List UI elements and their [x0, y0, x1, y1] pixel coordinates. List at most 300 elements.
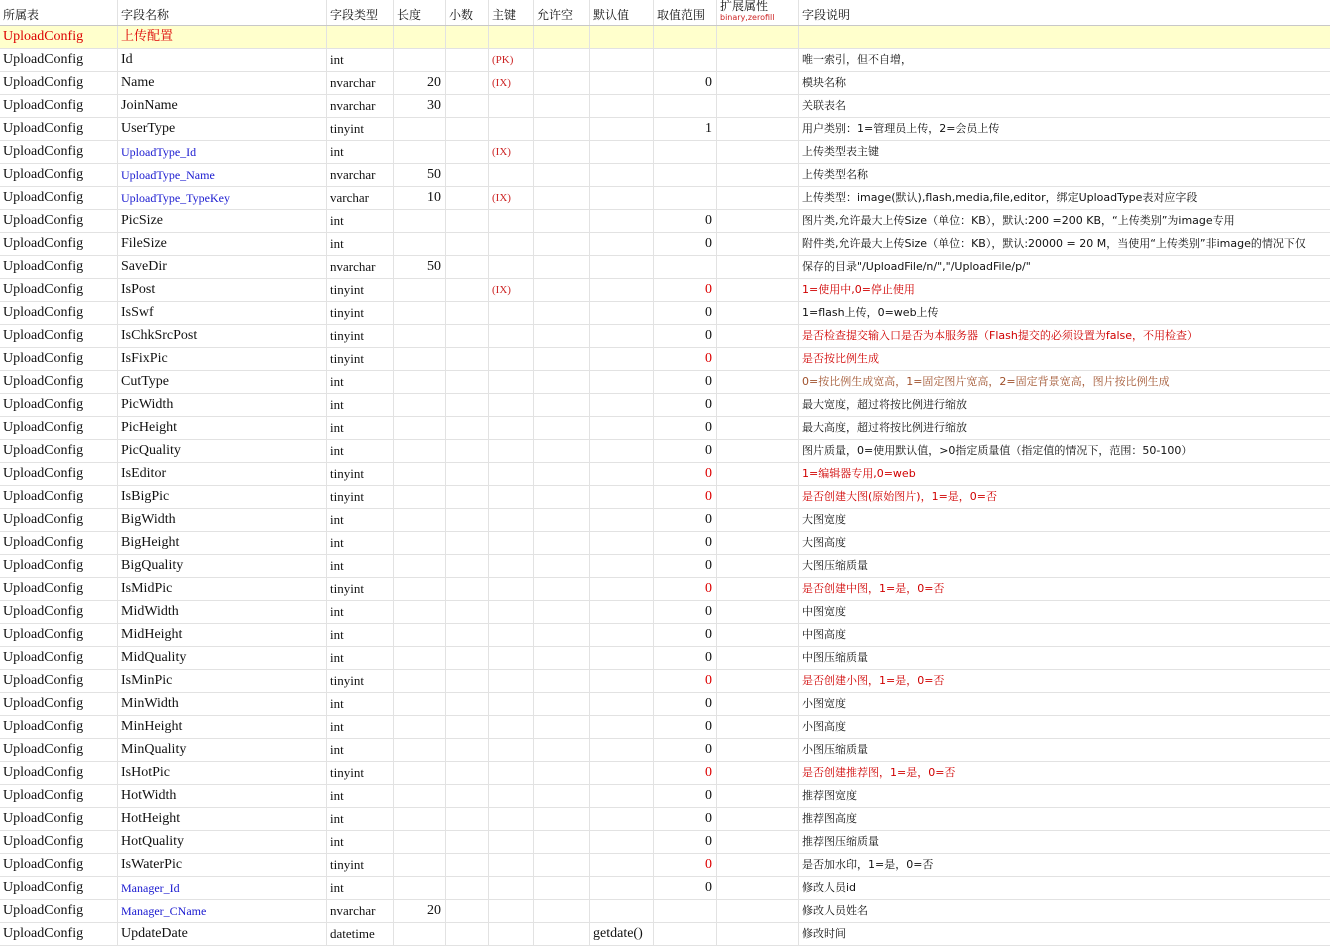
- cell-decimal[interactable]: [446, 417, 489, 439]
- cell-table[interactable]: UploadConfig: [0, 624, 118, 646]
- cell-description[interactable]: 1=编辑器专用,0=web: [802, 467, 916, 480]
- cell-primary-key[interactable]: [489, 302, 534, 324]
- cell-extended[interactable]: [717, 785, 799, 807]
- cell-primary-key[interactable]: [489, 693, 534, 715]
- cell-length[interactable]: [394, 118, 446, 140]
- cell-default-value[interactable]: [590, 371, 654, 393]
- cell-field-name[interactable]: BigWidth: [118, 509, 327, 531]
- cell-extended[interactable]: [717, 900, 799, 922]
- header-field-type[interactable]: 字段类型: [327, 0, 394, 25]
- cell-field-name[interactable]: IsMidPic: [118, 578, 327, 600]
- cell-length[interactable]: [394, 141, 446, 163]
- cell-table[interactable]: UploadConfig: [0, 210, 118, 232]
- cell-length[interactable]: [394, 371, 446, 393]
- cell-value-range[interactable]: 0: [654, 325, 717, 347]
- cell-table[interactable]: UploadConfig: [0, 900, 118, 922]
- cell-default-value[interactable]: [590, 302, 654, 324]
- cell-nullable[interactable]: [534, 716, 590, 738]
- cell-nullable[interactable]: [534, 762, 590, 784]
- cell-field-name[interactable]: IsSwf: [118, 302, 327, 324]
- cell-nullable[interactable]: [534, 210, 590, 232]
- cell-extended[interactable]: [717, 440, 799, 462]
- cell-field-name[interactable]: UploadType_Name: [118, 164, 327, 186]
- cell-nullable[interactable]: [534, 486, 590, 508]
- cell-decimal[interactable]: [446, 739, 489, 761]
- cell-field-type[interactable]: int: [327, 647, 394, 669]
- cell-value-range[interactable]: 0: [654, 808, 717, 830]
- cell-default-value[interactable]: getdate(): [590, 923, 654, 945]
- cell-value-range[interactable]: [654, 900, 717, 922]
- cell-field-type[interactable]: int: [327, 785, 394, 807]
- cell-description[interactable]: 小图宽度: [802, 697, 846, 710]
- cell-primary-key[interactable]: [489, 371, 534, 393]
- cell-table[interactable]: UploadConfig: [0, 256, 118, 278]
- cell-primary-key[interactable]: [489, 601, 534, 623]
- cell-extended[interactable]: [717, 693, 799, 715]
- cell-primary-key[interactable]: [489, 509, 534, 531]
- cell-value-range[interactable]: [654, 256, 717, 278]
- cell-default-value[interactable]: [590, 394, 654, 416]
- cell-nullable[interactable]: [534, 923, 590, 945]
- cell-field-type[interactable]: int: [327, 371, 394, 393]
- cell-primary-key[interactable]: [489, 831, 534, 853]
- cell-nullable[interactable]: [534, 233, 590, 255]
- cell-default-value[interactable]: [590, 325, 654, 347]
- header-nullable[interactable]: 允许空: [534, 0, 590, 25]
- cell-table[interactable]: UploadConfig: [0, 164, 118, 186]
- cell-value-range[interactable]: 0: [654, 877, 717, 899]
- cell-nullable[interactable]: [534, 164, 590, 186]
- cell-extended[interactable]: [717, 325, 799, 347]
- cell-default-value[interactable]: [590, 95, 654, 117]
- cell-primary-key[interactable]: [489, 854, 534, 876]
- cell-field-type[interactable]: tinyint: [327, 118, 394, 140]
- cell-primary-key[interactable]: [489, 578, 534, 600]
- cell-extended[interactable]: [717, 762, 799, 784]
- cell-field-name[interactable]: IsHotPic: [118, 762, 327, 784]
- cell-length[interactable]: 30: [394, 95, 446, 117]
- cell-length[interactable]: [394, 210, 446, 232]
- cell-table[interactable]: UploadConfig: [0, 877, 118, 899]
- cell-field-type[interactable]: datetime: [327, 923, 394, 945]
- cell-field-name[interactable]: MidHeight: [118, 624, 327, 646]
- cell-field-name[interactable]: MinHeight: [118, 716, 327, 738]
- cell-decimal[interactable]: [446, 141, 489, 163]
- cell-table[interactable]: UploadConfig: [0, 808, 118, 830]
- cell-decimal[interactable]: [446, 601, 489, 623]
- cell-description[interactable]: 修改人员姓名: [802, 904, 868, 917]
- cell-description[interactable]: 最大宽度，超过将按比例进行缩放: [802, 398, 967, 411]
- cell-field-type[interactable]: nvarchar: [327, 900, 394, 922]
- header-table[interactable]: 所属表: [0, 0, 118, 25]
- cell-description[interactable]: 修改人员id: [802, 881, 857, 894]
- cell-field-type[interactable]: varchar: [327, 187, 394, 209]
- cell-primary-key[interactable]: [489, 463, 534, 485]
- cell-table[interactable]: UploadConfig: [0, 394, 118, 416]
- cell-field-type[interactable]: int: [327, 555, 394, 577]
- cell-extended[interactable]: [717, 877, 799, 899]
- cell-field-name[interactable]: MidQuality: [118, 647, 327, 669]
- header-primary-key[interactable]: 主键: [489, 0, 534, 25]
- cell-decimal[interactable]: [446, 49, 489, 71]
- cell-field-type[interactable]: int: [327, 210, 394, 232]
- cell-decimal[interactable]: [446, 302, 489, 324]
- cell-default-value[interactable]: [590, 670, 654, 692]
- cell-field-type[interactable]: int: [327, 509, 394, 531]
- cell-field-name[interactable]: IsChkSrcPost: [118, 325, 327, 347]
- cell-decimal[interactable]: [446, 72, 489, 94]
- cell-primary-key[interactable]: [489, 647, 534, 669]
- cell-description[interactable]: 图片类,允许最大上传Size（单位：KB），默认:200 =200 KB，“上传类别”为image专用: [802, 214, 1235, 227]
- cell-field-name[interactable]: SaveDir: [118, 256, 327, 278]
- cell-length[interactable]: [394, 670, 446, 692]
- cell-nullable[interactable]: [534, 394, 590, 416]
- cell-field-type[interactable]: tinyint: [327, 670, 394, 692]
- cell-nullable[interactable]: [534, 118, 590, 140]
- cell-primary-key[interactable]: [489, 486, 534, 508]
- cell-decimal[interactable]: [446, 371, 489, 393]
- cell-default-value[interactable]: [590, 509, 654, 531]
- cell-length[interactable]: 20: [394, 72, 446, 94]
- cell-extended[interactable]: [717, 394, 799, 416]
- cell-primary-key[interactable]: [489, 670, 534, 692]
- cell-extended[interactable]: [717, 670, 799, 692]
- cell-field-type[interactable]: int: [327, 141, 394, 163]
- cell-nullable[interactable]: [534, 49, 590, 71]
- cell-default-value[interactable]: [590, 762, 654, 784]
- cell-field-type[interactable]: int: [327, 877, 394, 899]
- cell-nullable[interactable]: [534, 279, 590, 301]
- table-caption-cell[interactable]: 上传配置: [118, 26, 327, 48]
- cell-extended[interactable]: [717, 578, 799, 600]
- cell-field-type[interactable]: int: [327, 693, 394, 715]
- cell-nullable[interactable]: [534, 693, 590, 715]
- cell-value-range[interactable]: 0: [654, 233, 717, 255]
- cell-length[interactable]: [394, 716, 446, 738]
- cell-decimal[interactable]: [446, 532, 489, 554]
- cell-description[interactable]: 是否创建中图，1=是，0=否: [802, 582, 945, 595]
- cell-primary-key[interactable]: [489, 95, 534, 117]
- cell-primary-key[interactable]: (IX): [489, 279, 534, 301]
- cell-default-value[interactable]: [590, 532, 654, 554]
- cell-value-range[interactable]: 0: [654, 509, 717, 531]
- cell-nullable[interactable]: [534, 877, 590, 899]
- cell-length[interactable]: [394, 49, 446, 71]
- cell-primary-key[interactable]: [489, 233, 534, 255]
- cell-length[interactable]: [394, 348, 446, 370]
- cell-field-name[interactable]: HotQuality: [118, 831, 327, 853]
- cell-default-value[interactable]: [590, 210, 654, 232]
- cell-table[interactable]: UploadConfig: [0, 716, 118, 738]
- cell-default-value[interactable]: [590, 72, 654, 94]
- cell-field-name[interactable]: IsBigPic: [118, 486, 327, 508]
- cell-description[interactable]: 模块名称: [802, 76, 846, 89]
- cell-description[interactable]: 是否加水印，1=是，0=否: [802, 858, 934, 871]
- cell-extended[interactable]: [717, 831, 799, 853]
- cell-decimal[interactable]: [446, 670, 489, 692]
- cell-default-value[interactable]: [590, 831, 654, 853]
- cell-length[interactable]: [394, 693, 446, 715]
- cell-description[interactable]: 附件类,允许最大上传Size（单位：KB），默认:20000 = 20 M，当使用“上传类别”非image的情况下仅: [802, 237, 1306, 250]
- cell-field-type[interactable]: nvarchar: [327, 164, 394, 186]
- cell-primary-key[interactable]: (IX): [489, 141, 534, 163]
- cell-field-type[interactable]: int: [327, 49, 394, 71]
- header-description[interactable]: 字段说明: [802, 8, 851, 22]
- cell-nullable[interactable]: [534, 831, 590, 853]
- cell-nullable[interactable]: [534, 601, 590, 623]
- cell-value-range[interactable]: 0: [654, 486, 717, 508]
- cell-description[interactable]: 大图宽度: [802, 513, 846, 526]
- cell-field-type[interactable]: tinyint: [327, 762, 394, 784]
- cell-extended[interactable]: [717, 72, 799, 94]
- cell-field-type[interactable]: int: [327, 716, 394, 738]
- cell-decimal[interactable]: [446, 877, 489, 899]
- cell-length[interactable]: [394, 923, 446, 945]
- cell-decimal[interactable]: [446, 394, 489, 416]
- cell-value-range[interactable]: [654, 141, 717, 163]
- cell-decimal[interactable]: [446, 486, 489, 508]
- cell-nullable[interactable]: [534, 647, 590, 669]
- cell-length[interactable]: [394, 647, 446, 669]
- cell-length[interactable]: [394, 394, 446, 416]
- cell-value-range[interactable]: 0: [654, 417, 717, 439]
- cell-table[interactable]: UploadConfig: [0, 670, 118, 692]
- cell-primary-key[interactable]: [489, 440, 534, 462]
- cell-field-name[interactable]: PicQuality: [118, 440, 327, 462]
- cell-field-name[interactable]: CutType: [118, 371, 327, 393]
- cell-extended[interactable]: [717, 95, 799, 117]
- cell-table[interactable]: UploadConfig: [0, 785, 118, 807]
- cell-table[interactable]: UploadConfig: [0, 762, 118, 784]
- cell-default-value[interactable]: [590, 417, 654, 439]
- cell-description[interactable]: 图片质量，0=使用默认值，>0指定质量值（指定值的情况下，范围：50-100）: [802, 444, 1193, 457]
- cell-default-value[interactable]: [590, 49, 654, 71]
- cell-extended[interactable]: [717, 210, 799, 232]
- cell-nullable[interactable]: [534, 463, 590, 485]
- cell-field-name[interactable]: IsMinPic: [118, 670, 327, 692]
- cell-field-type[interactable]: int: [327, 739, 394, 761]
- cell-field-name[interactable]: BigQuality: [118, 555, 327, 577]
- cell-extended[interactable]: [717, 187, 799, 209]
- cell-primary-key[interactable]: [489, 923, 534, 945]
- cell-value-range[interactable]: 0: [654, 854, 717, 876]
- cell-field-type[interactable]: int: [327, 808, 394, 830]
- cell-field-name[interactable]: FileSize: [118, 233, 327, 255]
- cell-table[interactable]: UploadConfig: [0, 417, 118, 439]
- cell-nullable[interactable]: [534, 371, 590, 393]
- cell-field-type[interactable]: tinyint: [327, 279, 394, 301]
- cell-decimal[interactable]: [446, 509, 489, 531]
- cell-table[interactable]: UploadConfig: [0, 95, 118, 117]
- cell-length[interactable]: [394, 601, 446, 623]
- cell-default-value[interactable]: [590, 624, 654, 646]
- cell-nullable[interactable]: [534, 509, 590, 531]
- cell-decimal[interactable]: [446, 693, 489, 715]
- cell-table[interactable]: UploadConfig: [0, 854, 118, 876]
- cell-table[interactable]: UploadConfig: [0, 141, 118, 163]
- cell-extended[interactable]: [717, 164, 799, 186]
- cell-field-type[interactable]: int: [327, 532, 394, 554]
- cell-value-range[interactable]: 0: [654, 279, 717, 301]
- cell-nullable[interactable]: [534, 854, 590, 876]
- cell-description[interactable]: 是否创建推荐图，1=是，0=否: [802, 766, 956, 779]
- cell-nullable[interactable]: [534, 325, 590, 347]
- cell-decimal[interactable]: [446, 555, 489, 577]
- cell-table[interactable]: UploadConfig: [0, 509, 118, 531]
- cell-primary-key[interactable]: [489, 164, 534, 186]
- cell-default-value[interactable]: [590, 693, 654, 715]
- cell-extended[interactable]: [717, 49, 799, 71]
- cell-nullable[interactable]: [534, 302, 590, 324]
- cell-field-name[interactable]: UploadType_Id: [118, 141, 327, 163]
- cell-extended[interactable]: [717, 532, 799, 554]
- cell-extended[interactable]: [717, 647, 799, 669]
- cell-field-type[interactable]: int: [327, 601, 394, 623]
- cell-field-name[interactable]: UpdateDate: [118, 923, 327, 945]
- cell-field-type[interactable]: tinyint: [327, 302, 394, 324]
- cell-extended[interactable]: [717, 601, 799, 623]
- cell-description[interactable]: 是否创建大图(原始图片)，1=是，0=否: [802, 490, 998, 503]
- cell-table[interactable]: UploadConfig: [0, 348, 118, 370]
- cell-table[interactable]: UploadConfig: [0, 486, 118, 508]
- cell-table[interactable]: UploadConfig: [0, 49, 118, 71]
- cell-default-value[interactable]: [590, 785, 654, 807]
- cell-decimal[interactable]: [446, 463, 489, 485]
- cell-field-name[interactable]: MinQuality: [118, 739, 327, 761]
- cell-field-name[interactable]: PicSize: [118, 210, 327, 232]
- cell-value-range[interactable]: [654, 49, 717, 71]
- cell-field-type[interactable]: nvarchar: [327, 95, 394, 117]
- cell-primary-key[interactable]: [489, 118, 534, 140]
- cell-default-value[interactable]: [590, 716, 654, 738]
- cell-field-name[interactable]: UserType: [118, 118, 327, 140]
- cell-nullable[interactable]: [534, 578, 590, 600]
- cell-nullable[interactable]: [534, 417, 590, 439]
- cell-table[interactable]: UploadConfig: [0, 601, 118, 623]
- cell-primary-key[interactable]: [489, 394, 534, 416]
- cell-default-value[interactable]: [590, 141, 654, 163]
- cell-value-range[interactable]: 0: [654, 716, 717, 738]
- cell-field-name[interactable]: Id: [118, 49, 327, 71]
- cell-value-range[interactable]: 0: [654, 348, 717, 370]
- cell-default-value[interactable]: [590, 348, 654, 370]
- cell-default-value[interactable]: [590, 164, 654, 186]
- cell-decimal[interactable]: [446, 785, 489, 807]
- cell-extended[interactable]: [717, 486, 799, 508]
- cell-primary-key[interactable]: [489, 417, 534, 439]
- cell-length[interactable]: 20: [394, 900, 446, 922]
- cell-value-range[interactable]: 0: [654, 670, 717, 692]
- cell-length[interactable]: [394, 463, 446, 485]
- cell-primary-key[interactable]: [489, 555, 534, 577]
- cell-nullable[interactable]: [534, 256, 590, 278]
- cell-description[interactable]: 推荐图压缩质量: [802, 835, 879, 848]
- cell-description[interactable]: 关联表名: [802, 99, 846, 112]
- cell-field-type[interactable]: tinyint: [327, 348, 394, 370]
- cell-field-name[interactable]: PicWidth: [118, 394, 327, 416]
- cell-extended[interactable]: [717, 739, 799, 761]
- cell-field-type[interactable]: nvarchar: [327, 256, 394, 278]
- cell-table[interactable]: UploadConfig: [0, 72, 118, 94]
- cell-description[interactable]: 0=按比例生成宽高，1=固定图片宽高，2=固定背景宽高，图片按比例生成: [802, 375, 1170, 388]
- cell-description[interactable]: 推荐图宽度: [802, 789, 857, 802]
- cell-table[interactable]: UploadConfig: [0, 440, 118, 462]
- cell-table[interactable]: UploadConfig: [0, 371, 118, 393]
- cell-field-type[interactable]: nvarchar: [327, 72, 394, 94]
- cell-primary-key[interactable]: [489, 739, 534, 761]
- cell-value-range[interactable]: 0: [654, 210, 717, 232]
- cell-decimal[interactable]: [446, 854, 489, 876]
- cell-description[interactable]: 大图压缩质量: [802, 559, 868, 572]
- cell-value-range[interactable]: 0: [654, 739, 717, 761]
- header-length[interactable]: 长度: [394, 0, 446, 25]
- cell-field-name[interactable]: IsFixPic: [118, 348, 327, 370]
- cell-decimal[interactable]: [446, 256, 489, 278]
- cell-description[interactable]: 大图高度: [802, 536, 846, 549]
- cell-length[interactable]: 50: [394, 256, 446, 278]
- cell-nullable[interactable]: [534, 808, 590, 830]
- cell-table[interactable]: UploadConfig: [0, 923, 118, 945]
- cell-decimal[interactable]: [446, 348, 489, 370]
- cell-description[interactable]: 是否创建小图，1=是，0=否: [802, 674, 945, 687]
- cell-value-range[interactable]: 0: [654, 762, 717, 784]
- cell-description[interactable]: 小图压缩质量: [802, 743, 868, 756]
- cell-nullable[interactable]: [534, 900, 590, 922]
- cell-field-name[interactable]: HotWidth: [118, 785, 327, 807]
- cell-nullable[interactable]: [534, 141, 590, 163]
- cell-length[interactable]: [394, 854, 446, 876]
- cell-field-name[interactable]: IsPost: [118, 279, 327, 301]
- cell-extended[interactable]: [717, 233, 799, 255]
- cell-extended[interactable]: [717, 417, 799, 439]
- header-decimal[interactable]: 小数: [446, 0, 489, 25]
- cell-table[interactable]: UploadConfig: [0, 739, 118, 761]
- cell-length[interactable]: [394, 279, 446, 301]
- cell-extended[interactable]: [717, 854, 799, 876]
- cell-description[interactable]: 推荐图高度: [802, 812, 857, 825]
- cell-default-value[interactable]: [590, 440, 654, 462]
- cell-default-value[interactable]: [590, 256, 654, 278]
- cell-default-value[interactable]: [590, 578, 654, 600]
- cell-length[interactable]: [394, 302, 446, 324]
- cell-nullable[interactable]: [534, 187, 590, 209]
- cell-field-type[interactable]: tinyint: [327, 486, 394, 508]
- cell-decimal[interactable]: [446, 624, 489, 646]
- cell-value-range[interactable]: 0: [654, 302, 717, 324]
- cell-value-range[interactable]: 0: [654, 601, 717, 623]
- cell-description[interactable]: 上传类型：image(默认),flash,media,file,editor，绑定UploadType表对应字段: [802, 191, 1198, 204]
- cell-field-name[interactable]: BigHeight: [118, 532, 327, 554]
- cell-description[interactable]: 最大高度，超过将按比例进行缩放: [802, 421, 967, 434]
- cell-table[interactable]: UploadConfig: [0, 302, 118, 324]
- cell-length[interactable]: [394, 555, 446, 577]
- cell-value-range[interactable]: [654, 923, 717, 945]
- cell-description[interactable]: 1=使用中,0=停止使用: [802, 283, 915, 296]
- cell-description[interactable]: 上传类型名称: [802, 168, 868, 181]
- cell-description[interactable]: 1=flash上传，0=web上传: [802, 306, 939, 319]
- cell-default-value[interactable]: [590, 463, 654, 485]
- cell-value-range[interactable]: 0: [654, 463, 717, 485]
- cell-length[interactable]: [394, 624, 446, 646]
- cell-description[interactable]: 中图宽度: [802, 605, 846, 618]
- cell-default-value[interactable]: [590, 647, 654, 669]
- cell-table[interactable]: UploadConfig: [0, 233, 118, 255]
- cell-description[interactable]: 是否按比例生成: [802, 352, 879, 365]
- cell-decimal[interactable]: [446, 762, 489, 784]
- cell-nullable[interactable]: [534, 624, 590, 646]
- header-range[interactable]: 取值范围: [654, 0, 717, 25]
- cell-description[interactable]: 中图高度: [802, 628, 846, 641]
